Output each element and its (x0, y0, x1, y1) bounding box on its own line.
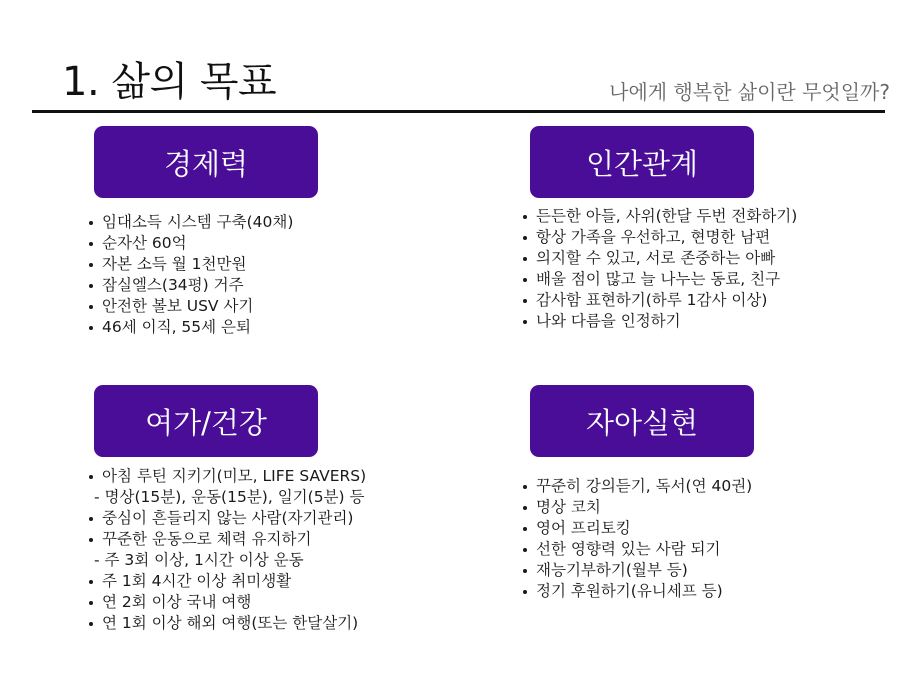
list-item: 영어 프리토킹 (522, 518, 752, 539)
list-item: 순자산 60억 (88, 233, 293, 254)
section-header-economy: 경제력 (94, 126, 318, 198)
list-item: 의지할 수 있고, 서로 존중하는 아빠 (522, 248, 797, 269)
list-item: 선한 영향력 있는 사람 되기 (522, 539, 752, 560)
list-item: 자본 소득 월 1천만원 (88, 254, 293, 275)
sub-list-item: - 주 3회 이상, 1시간 이상 운동 (94, 551, 304, 569)
page-title: 1. 삶의 목표 (62, 59, 277, 105)
list-item: 꾸준히 강의듣기, 독서(연 40권) (522, 476, 752, 497)
list-item: 정기 후원하기(유니세프 등) (522, 581, 752, 602)
sub-list-item: - 명상(15분), 운동(15분), 일기(5분) 등 (94, 488, 365, 506)
section-list-relationships (522, 206, 797, 332)
list-item: 항상 가족을 우선하고, 현명한 남편 (522, 227, 797, 248)
list-item: 주 1회 4시간 이상 취미생활 (88, 571, 366, 592)
title-divider (32, 110, 885, 113)
list-item: 배울 점이 많고 늘 나누는 동료, 친구 (522, 269, 797, 290)
section-header-relationships: 인간관계 (530, 126, 754, 198)
section-header-self-realization: 자아실현 (530, 385, 754, 457)
page-subtitle: 나에게 행복한 삶이란 무엇일까? (609, 80, 890, 104)
list-item: 아침 루틴 지키기(미모, LIFE SAVERS) (88, 466, 366, 487)
list-item: 중심이 흔들리지 않는 사람(자기관리) (88, 508, 366, 529)
list-item: 꾸준한 운동으로 체력 유지하기 (88, 529, 366, 550)
list-item: 재능기부하기(월부 등) (522, 560, 752, 581)
section-list-leisure-health (88, 466, 366, 634)
list-item: 감사함 표현하기(하루 1감사 이상) (522, 290, 797, 311)
list-item: 나와 다름을 인정하기 (522, 311, 797, 332)
section-list-economy (88, 212, 293, 338)
section-list-self-realization (522, 476, 752, 602)
list-item: 임대소득 시스템 구축(40채) (88, 212, 293, 233)
list-item: 명상 코치 (522, 497, 752, 518)
list-item: 연 1회 이상 해외 여행(또는 한달살기) (88, 613, 366, 634)
list-item: 든든한 아들, 사위(한달 두번 전화하기) (522, 206, 797, 227)
list-item: 연 2회 이상 국내 여행 (88, 592, 366, 613)
list-item: 잠실엘스(34평) 거주 (88, 275, 293, 296)
list-item: 46세 이직, 55세 은퇴 (88, 317, 293, 338)
section-header-leisure-health: 여가/건강 (94, 385, 318, 457)
list-item: 안전한 볼보 USV 사기 (88, 296, 293, 317)
